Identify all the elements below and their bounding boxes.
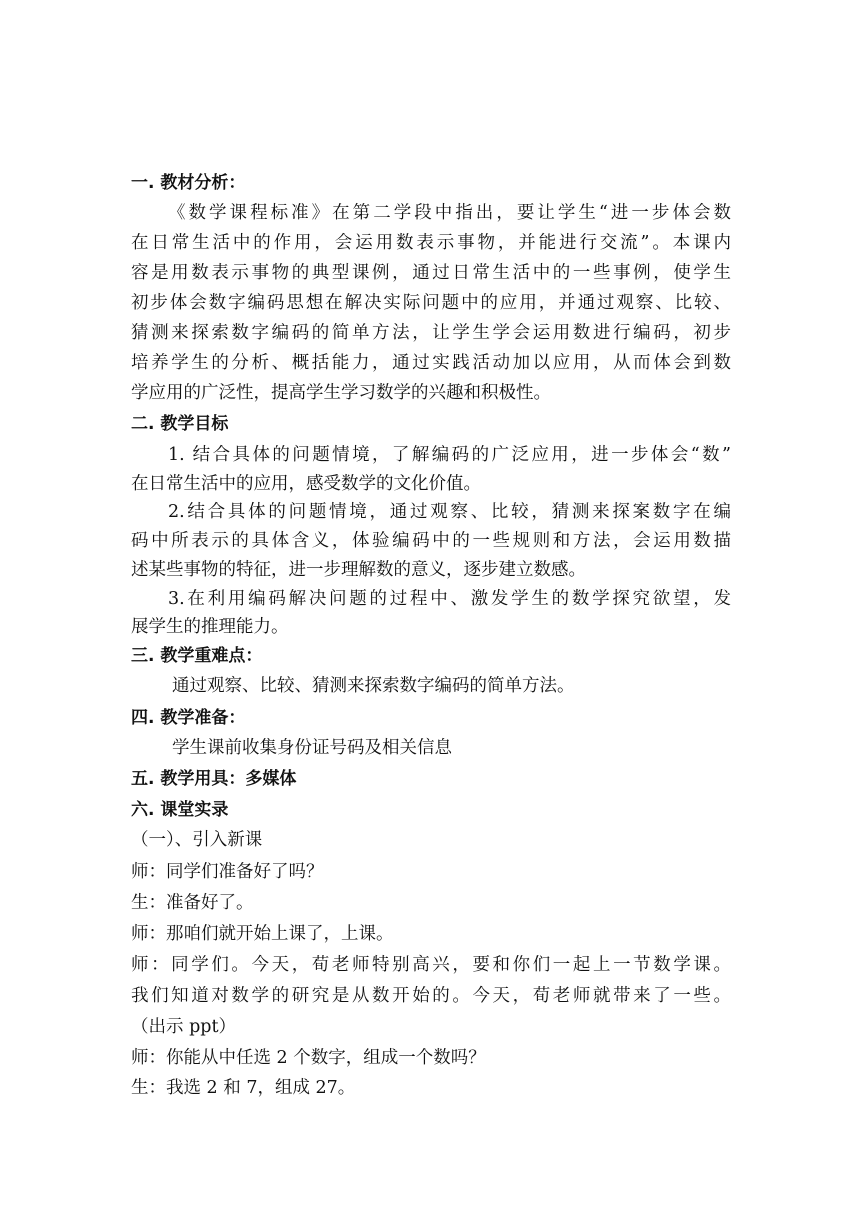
goal-line: 2.结合具体的问题情境，通过观察、比较，猜测来探案数字在编 (168, 502, 731, 522)
paragraph-line: 《数学课程标准》在第二学段中指出，要让学生“进一步体会数 (168, 203, 731, 223)
key-point-line: 通过观察、比较、猜测来探索数字编码的简单方法。 (172, 676, 575, 696)
record-line: 生：我选 2 和 7，组成 27。 (131, 1078, 356, 1098)
record-line: 师：你能从中任选 2 个数字，组成一个数吗？ (131, 1048, 486, 1068)
goal-line: 1. 结合具体的问题情境，了解编码的广泛应用，进一步体会“数” (168, 445, 731, 465)
goal-line: 3.在利用编码解决问题的过程中、激发学生的数学探究欲望，发 (168, 589, 731, 609)
goal-line: 码中所表示的具体含义，体验编码中的一些规则和方法，会运用数描 (131, 531, 731, 551)
goal-line: 述某些事物的特征，进一步理解数的意义，逐步建立数感。 (131, 560, 586, 580)
section-heading-teaching-goals: 二. 教学目标 (131, 414, 229, 434)
section-heading-classroom-record: 六. 课堂实录 (131, 800, 229, 820)
paragraph-line: 在日常生活中的作用，会运用数表示事物，并能进行交流”。本课内 (131, 233, 731, 253)
goal-line: 展学生的推理能力。 (131, 617, 289, 637)
section-heading-preparation: 四. 教学准备： (131, 708, 246, 728)
record-line: 生：准备好了。 (131, 893, 254, 913)
paragraph-line: 学应用的广泛性，提高学生学习数学的兴趣和积极性。 (131, 383, 551, 403)
section-heading-textbook-analysis: 一. 教材分析： (131, 173, 246, 193)
record-line: 师：同学们。今天，荀老师特别高兴，要和你们一起上一节数学课。 (131, 955, 731, 975)
section-heading-key-points: 三. 教学重难点： (131, 646, 263, 666)
record-line: 师：那咱们就开始上课了，上课。 (131, 924, 394, 944)
record-line: （一）、引入新课 (131, 830, 263, 850)
paragraph-line: 容是用数表示事物的典型课例，通过日常生活中的一些事例，使学生 (131, 263, 731, 283)
record-line: 我们知道对数学的研究是从数开始的。今天，荀老师就带来了一些。 (131, 986, 731, 1006)
paragraph-line: 培养学生的分析、概括能力，通过实践活动加以应用，从而体会到数 (131, 353, 731, 373)
record-line: （出示 ppt） (131, 1017, 236, 1037)
paragraph-line: 猜测来探索数字编码的简单方法，让学生学会运用数进行编码，初步 (131, 323, 731, 343)
paragraph-line: 初步体会数字编码思想在解决实际问题中的应用，并通过观察、比较、 (131, 293, 731, 313)
section-heading-teaching-tools: 五. 教学用具：多媒体 (131, 769, 297, 789)
preparation-line: 学生课前收集身份证号码及相关信息 (172, 738, 452, 758)
record-line: 师：同学们准备好了吗？ (131, 862, 324, 882)
goal-line: 在日常生活中的应用，感受数学的文化价值。 (131, 474, 481, 494)
